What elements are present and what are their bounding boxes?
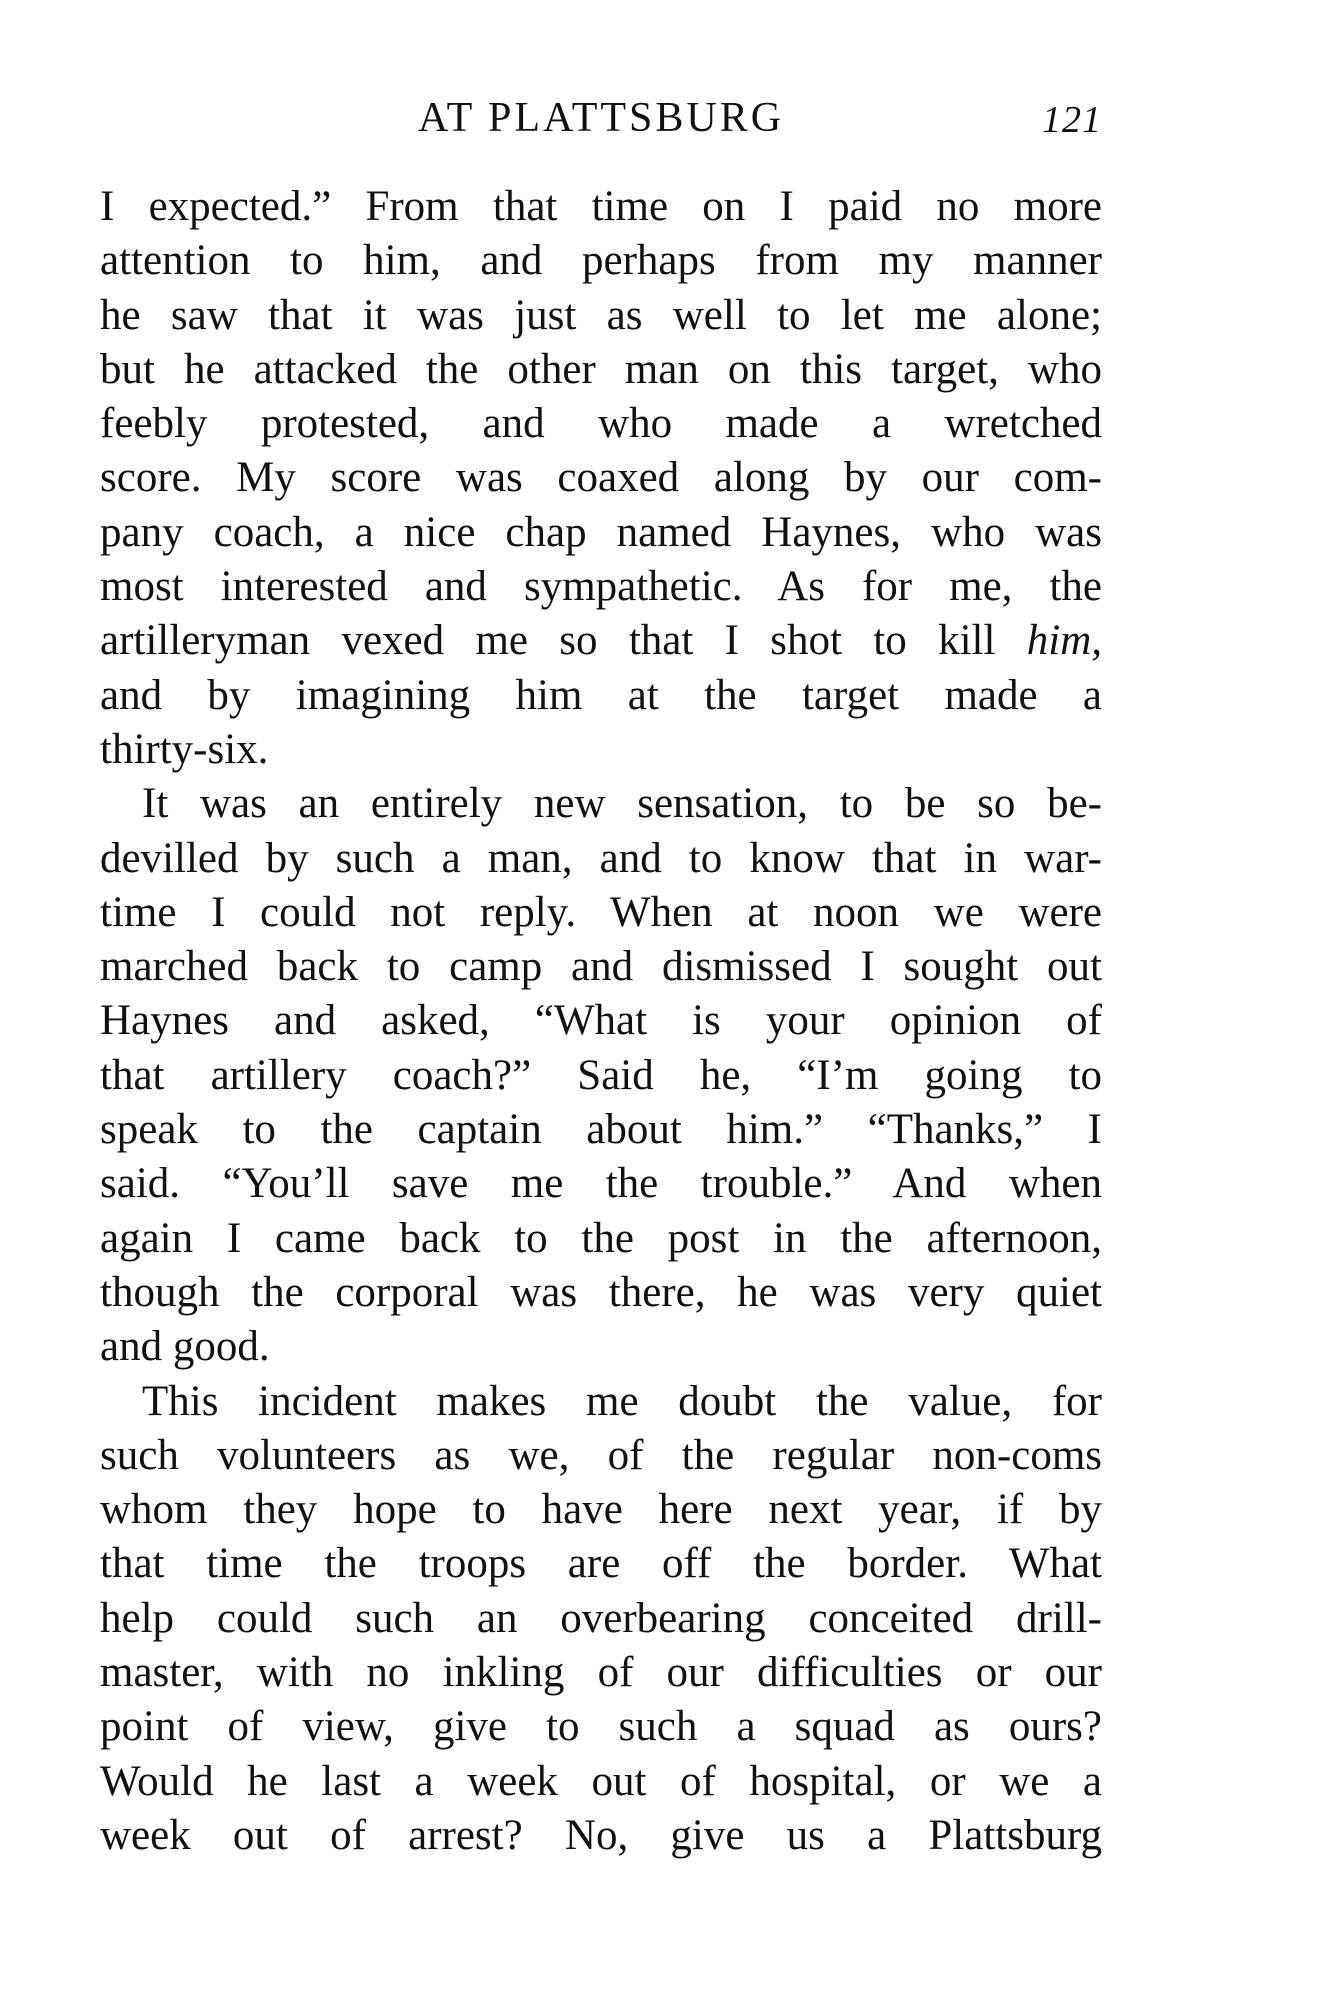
text-line: but he attacked the other man on this target, who bbox=[100, 345, 1102, 393]
text-line: feebly protested, and who made a wretched bbox=[100, 400, 1102, 448]
running-title: AT PLATTSBURG bbox=[417, 95, 785, 141]
text-line: that time the troops are off the border. What bbox=[100, 1540, 1102, 1588]
text-line: master, with no inkling of our difficulties or our bbox=[100, 1649, 1102, 1697]
italic-word: him, bbox=[1026, 617, 1102, 665]
text-segment: artilleryman vexed me so that I shot to kill bbox=[100, 617, 996, 665]
text-line: whom they hope to have here next year, if by bbox=[100, 1486, 1102, 1534]
text-line: week out of arrest? No, give us a Plattsburg bbox=[100, 1811, 1102, 1859]
text-line: marched back to camp and dismissed I sought out bbox=[100, 943, 1102, 991]
text-line: Haynes and asked, “What is your opinion of bbox=[100, 997, 1102, 1045]
text-line: thirty-six. bbox=[100, 725, 269, 773]
paragraph-first-line: This incident makes me doubt the value, for bbox=[142, 1377, 1102, 1425]
page-number: 121 bbox=[1042, 99, 1102, 141]
text-line: again I came back to the post in the afternoon, bbox=[100, 1214, 1102, 1262]
text-line: help could such an overbearing conceited drill- bbox=[100, 1594, 1102, 1642]
text-line: point of view, give to such a squad as ours? bbox=[100, 1703, 1102, 1751]
text-line: and by imagining him at the target made a bbox=[100, 671, 1102, 719]
text-line: I expected.” From that time on I paid no more bbox=[100, 183, 1102, 230]
body-text bbox=[100, 180, 1102, 1863]
text-line: that artillery coach?” Said he, “I’m going to bbox=[100, 1051, 1102, 1099]
paragraph-first-line: It was an entirely new sensation, to be so be- bbox=[142, 780, 1102, 828]
text-line: said. “You’ll save me the trouble.” And when bbox=[100, 1160, 1102, 1208]
text-line: he saw that it was just as well to let me alone; bbox=[100, 291, 1102, 339]
text-line: time I could not reply. When at noon we were bbox=[100, 888, 1102, 936]
text-line: such volunteers as we, of the regular non-coms bbox=[100, 1431, 1102, 1479]
text-line: attention to him, and perhaps from my manner bbox=[100, 237, 1102, 285]
text-line: most interested and sympathetic. As for me, the bbox=[100, 563, 1102, 611]
running-head bbox=[100, 88, 1102, 148]
text-line: speak to the captain about him.” “Thanks,” I bbox=[100, 1106, 1102, 1154]
text-line: pany coach, a nice chap named Haynes, who was bbox=[100, 508, 1102, 556]
text-line: devilled by such a man, and to know that in war- bbox=[100, 834, 1102, 882]
text-line-with-italic bbox=[100, 614, 1102, 668]
text-line: and good. bbox=[100, 1323, 270, 1371]
text-line: score. My score was coaxed along by our com- bbox=[100, 454, 1102, 502]
text-line: though the corporal was there, he was very quiet bbox=[100, 1268, 1102, 1316]
text-line: Would he last a week out of hospital, or we a bbox=[100, 1757, 1102, 1805]
